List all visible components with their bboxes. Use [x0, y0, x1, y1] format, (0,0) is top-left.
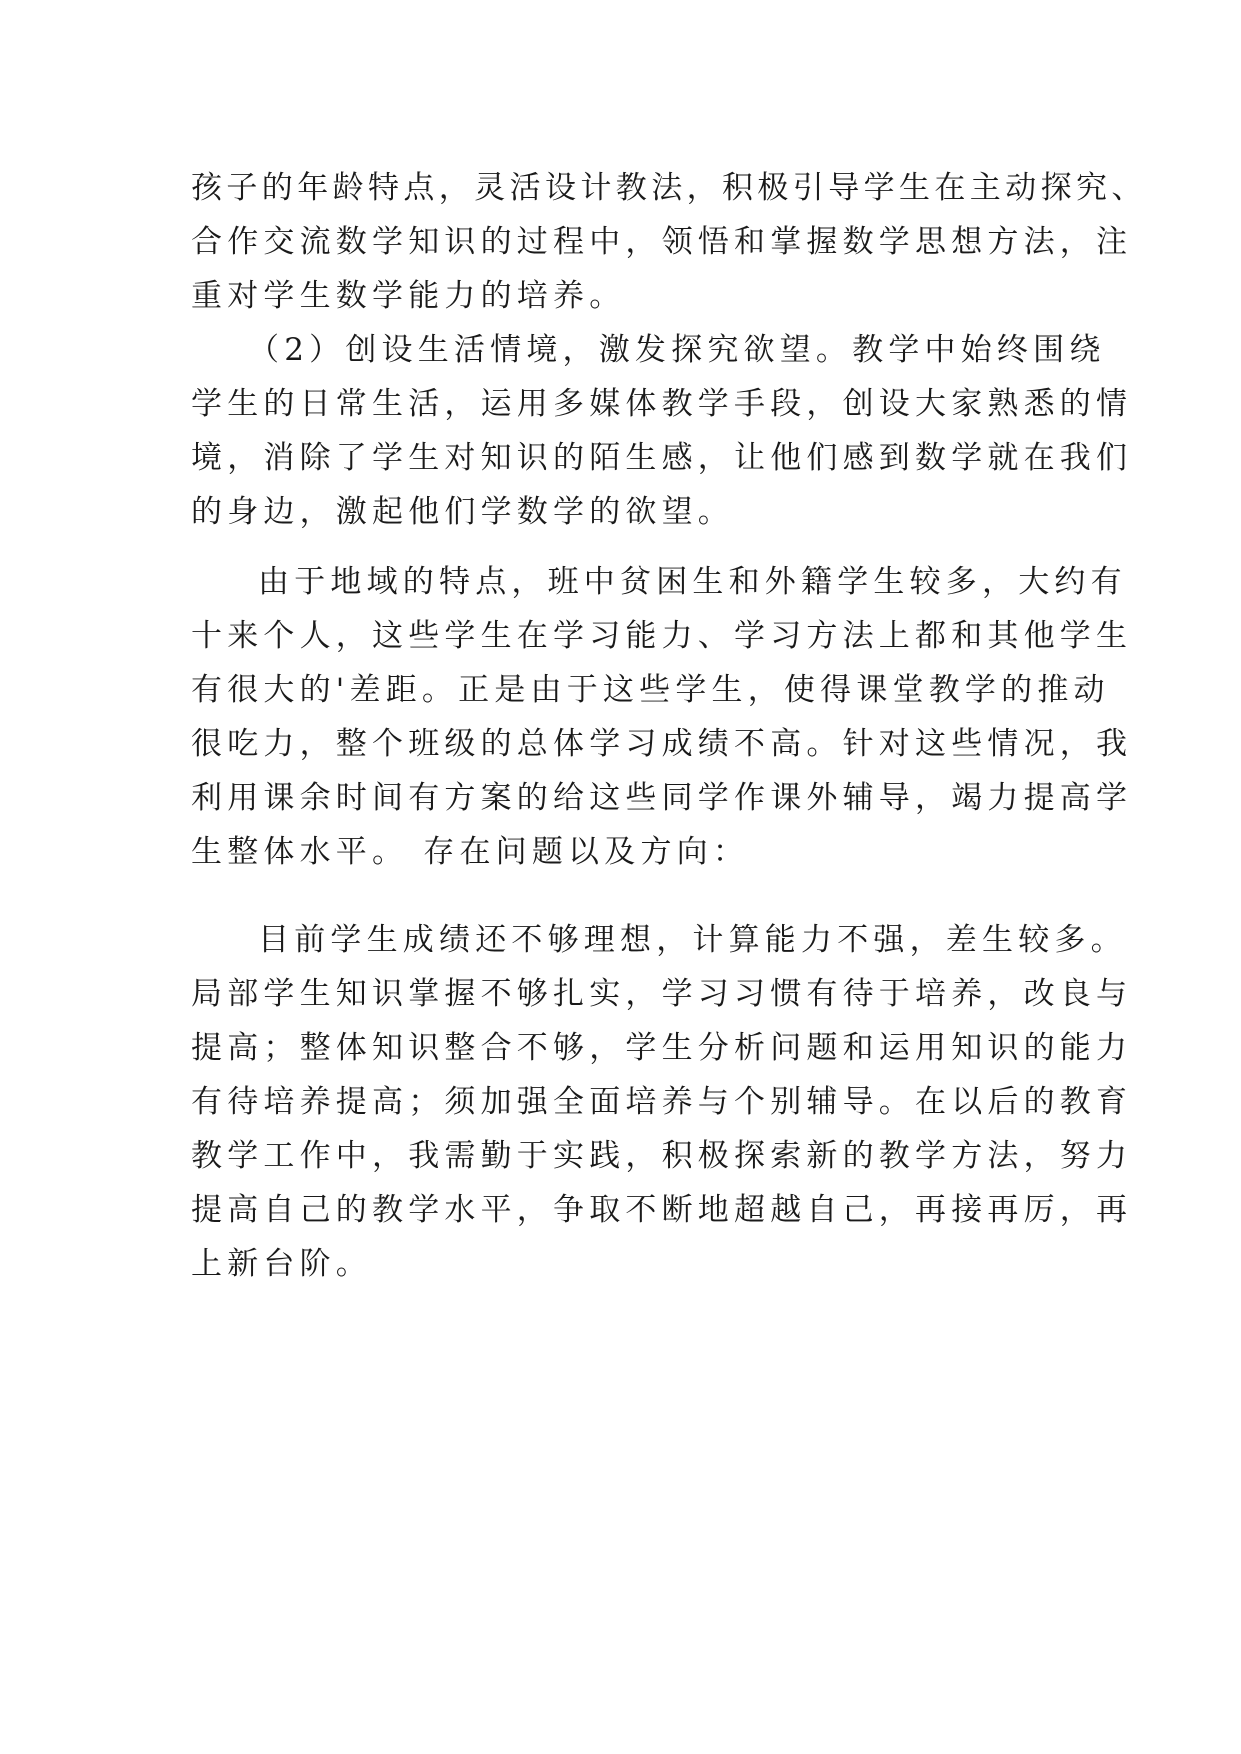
text-line: 由于地域的特点，班中贫困生和外籍学生较多，大约有: [258, 564, 1127, 600]
text-line: 利用课余时间有方案的给这些同学作课外辅导，竭力提高学: [191, 780, 1133, 816]
text-line: 生整体水平。 存在问题以及方向：: [191, 834, 750, 870]
text-line: 很吃力，整个班级的总体学习成绩不高。针对这些情况，我: [191, 726, 1133, 762]
text-line: 提高自己的教学水平，争取不断地超越自己，再接再厉，再: [191, 1192, 1133, 1228]
text-line: 重对学生数学能力的培养。: [191, 278, 626, 314]
text-line: 上新台阶。: [191, 1246, 372, 1282]
text-line: 境，消除了学生对知识的陌生感，让他们感到数学就在我们: [191, 440, 1133, 476]
text-line: 目前学生成绩还不够理想，计算能力不强，差生较多。: [258, 922, 1127, 958]
text-line: 教学工作中，我需勤于实践，积极探索新的教学方法，努力: [191, 1138, 1133, 1174]
text-line: 学生的日常生活，运用多媒体教学手段，创设大家熟悉的情: [191, 386, 1133, 422]
text-line: 孩子的年龄特点，灵活设计教法，积极引导学生在主动探究、: [191, 170, 1147, 206]
text-line: （2）创设生活情境，激发探究欲望。教学中始终围绕: [248, 332, 1106, 368]
text-line: 有很大的'差距。正是由于这些学生，使得课堂教学的推动: [191, 672, 1110, 708]
text-line: 局部学生知识掌握不够扎实，学习习惯有待于培养，改良与: [191, 976, 1133, 1012]
text-line: 合作交流数学知识的过程中，领悟和掌握数学思想方法，注: [191, 224, 1133, 260]
text-line: 十来个人，这些学生在学习能力、学习方法上都和其他学生: [191, 618, 1133, 654]
text-line: 提高；整体知识整合不够，学生分析问题和运用知识的能力: [191, 1030, 1133, 1066]
text-line: 的身边，激起他们学数学的欲望。: [191, 494, 734, 530]
text-line: 有待培养提高；须加强全面培养与个别辅导。在以后的教育: [191, 1084, 1133, 1120]
